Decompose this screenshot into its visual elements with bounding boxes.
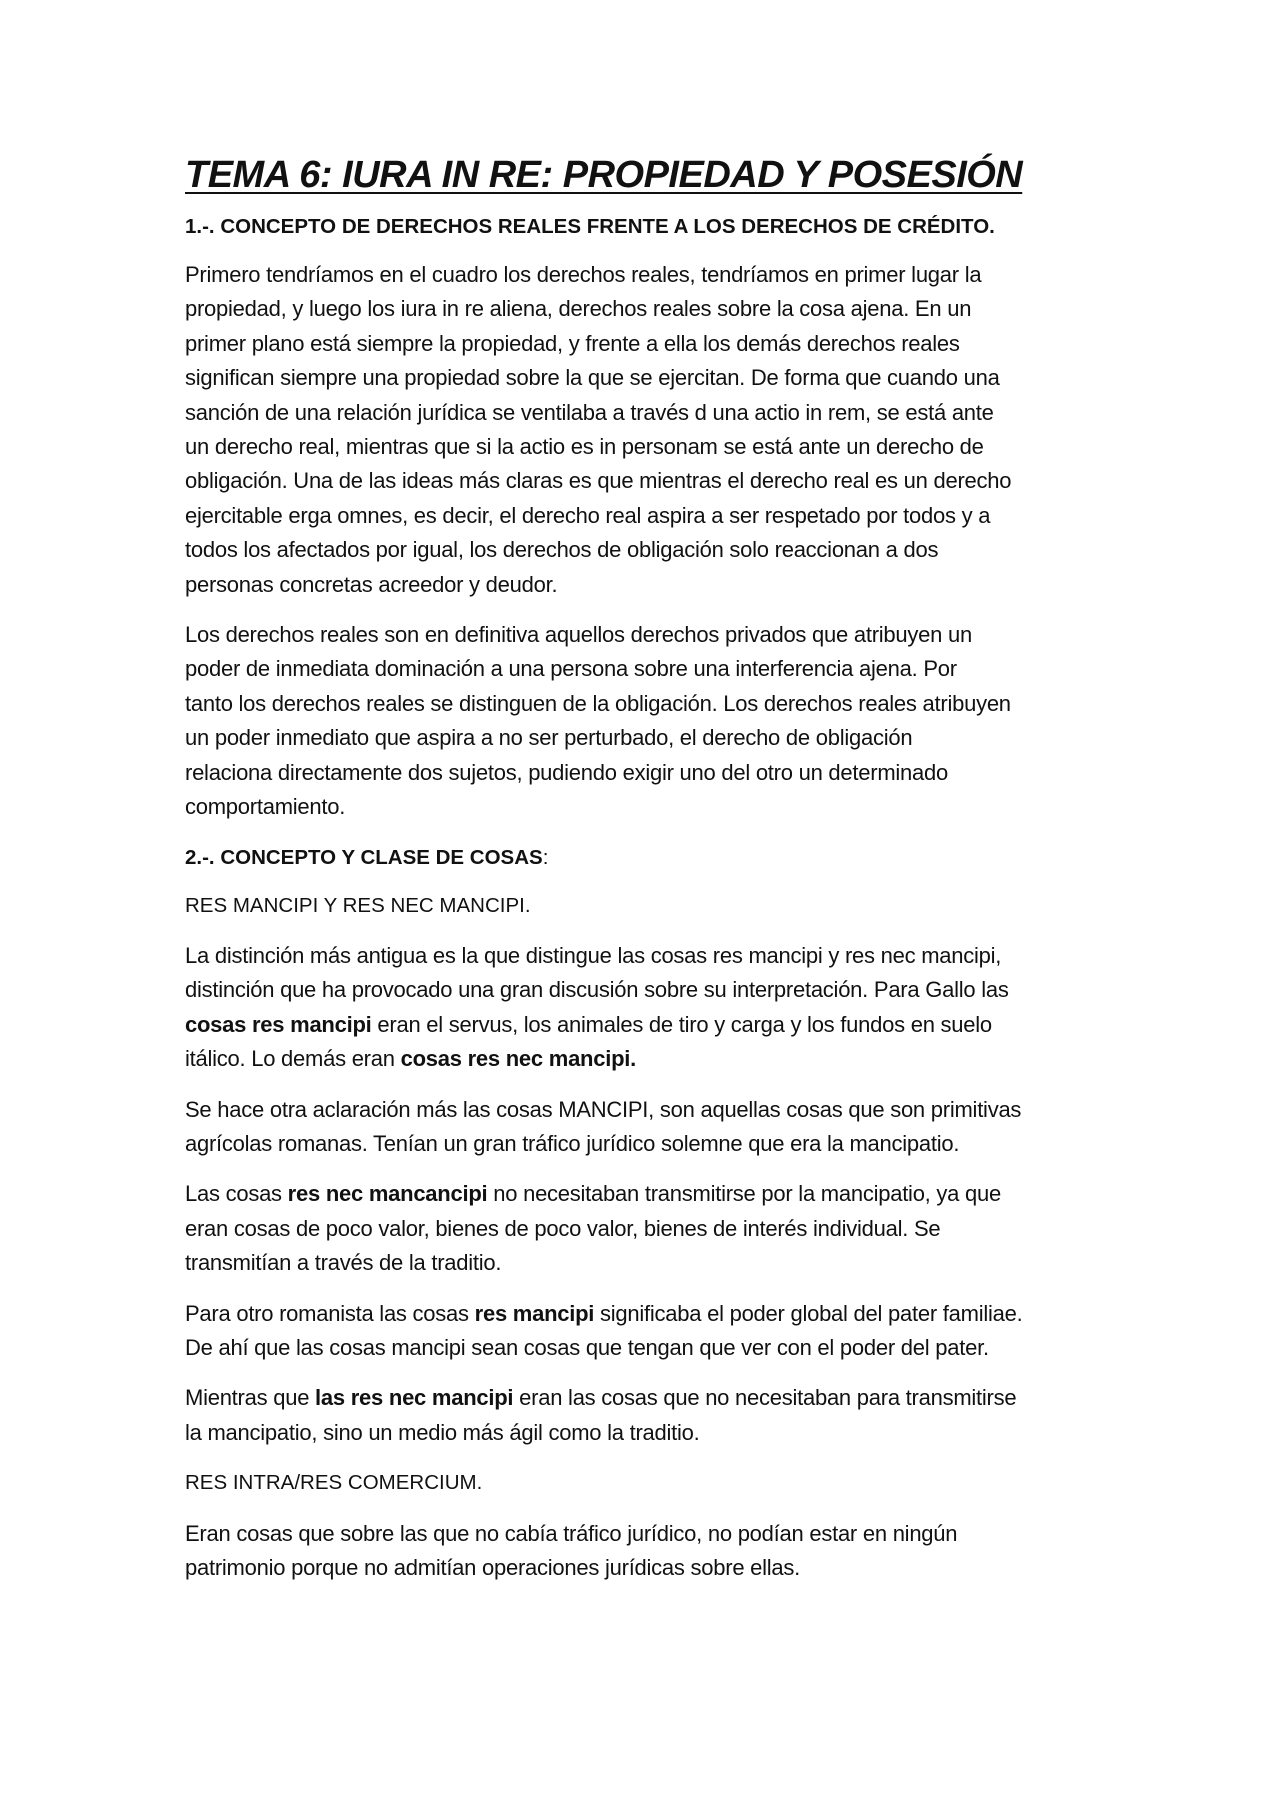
text-line: eran cosas de poco valor, bienes de poco valor, bienes de interés individual. Se	[185, 1215, 941, 1241]
text-run: itálico. Lo demás eran	[185, 1046, 401, 1072]
document-title: TEMA 6: IURA IN RE: PROPIEDAD Y POSESIÓN	[185, 154, 1023, 196]
bold-term: cosas res nec mancipi.	[400, 1046, 636, 1072]
text-line: significan siempre una propiedad sobre la que se ejercitan. De forma que cuando una	[185, 365, 1000, 391]
section-2-heading	[185, 841, 1120, 875]
bold-term: las res nec mancipi	[315, 1385, 514, 1411]
text-run: Mientras que	[185, 1385, 316, 1411]
text-line: tanto los derechos reales se distinguen de la obligación. Los derechos reales atribuyen	[185, 690, 1011, 716]
section-2-paragraph-1	[185, 939, 1120, 1077]
text-line: sanción de una relación jurídica se ventilaba a través d una actio in rem, se está ante	[185, 399, 994, 425]
text-line: un poder inmediato que aspira a no ser perturbado, el derecho de obligación	[185, 725, 913, 751]
text-line: primer plano está siempre la propiedad, y frente a ella los demás derechos reales	[185, 330, 960, 356]
text-line: De ahí que las cosas mancipi sean cosas que tengan que ver con el poder del pater.	[185, 1334, 989, 1360]
text-line	[185, 1008, 1120, 1042]
subheading-res-mancipi: RES MANCIPI Y RES NEC MANCIPI.	[185, 893, 531, 917]
section-2-paragraph-6	[185, 1517, 1120, 1586]
subheading-res-intra: RES INTRA/RES COMERCIUM.	[185, 1471, 483, 1495]
text-line: todos los afectados por igual, los derechos de obligación solo reaccionan a dos	[185, 537, 939, 563]
text-run: eran las cosas que no necesitaban para transmitirse	[513, 1385, 1017, 1411]
bold-term: res mancipi	[474, 1300, 595, 1326]
text-line: obligación. Una de las ideas más claras es que mientras el derecho real es un derecho	[185, 468, 1012, 494]
section-2-heading-colon: :	[542, 845, 549, 869]
section-2-heading-text: 2.-. CONCEPTO Y CLASE DE COSAS	[185, 845, 543, 869]
text-line: poder de inmediata dominación a una persona sobre una interferencia ajena. Por	[185, 656, 957, 682]
text-line: Los derechos reales son en definitiva aquellos derechos privados que atribuyen un	[185, 622, 972, 648]
text-line: Primero tendríamos en el cuadro los derechos reales, tendríamos en primer lugar la	[185, 262, 982, 287]
text-line: un derecho real, mientras que si la actio es in personam se está ante un derecho de	[185, 434, 984, 460]
text-run: Para otro romanista las cosas	[185, 1300, 475, 1326]
text-line: Se hace otra aclaración más las cosas MANCIPI, son aquellas cosas que son primitivas	[185, 1096, 1022, 1122]
text-line	[185, 1177, 1120, 1211]
text-line: patrimonio porque no admitían operaciones jurídicas sobre ellas.	[185, 1555, 801, 1580]
text-line: distinción que ha provocado una gran discusión sobre su interpretación. Para Gallo las	[185, 977, 1009, 1003]
bold-term: cosas res mancipi	[185, 1011, 372, 1037]
text-line: personas concretas acreedor y deudor.	[185, 571, 558, 597]
text-line: ejercitable erga omnes, es decir, el derecho real aspira a ser respetado por todos y a	[185, 502, 991, 528]
section-1-heading: 1.-. CONCEPTO DE DERECHOS REALES FRENTE A LOS DERECHOS DE CRÉDITO.	[185, 215, 995, 238]
section-2-paragraph-2	[185, 1093, 1120, 1162]
section-1-paragraph-2	[185, 618, 1120, 824]
text-line	[185, 1297, 1120, 1331]
text-line: La distinción más antigua es la que distingue las cosas res mancipi y res nec mancipi,	[185, 942, 1002, 968]
text-line: agrícolas romanas. Tenían un gran tráfico jurídico solemne que era la mancipatio.	[185, 1130, 960, 1156]
text-line: transmitían a través de la traditio.	[185, 1250, 502, 1276]
text-line: propiedad, y luego los iura in re aliena, derechos reales sobre la cosa ajena. En un	[185, 296, 972, 322]
section-1-paragraph-1	[185, 258, 1120, 602]
text-line: comportamiento.	[185, 794, 346, 820]
text-line: la mancipatio, sino un medio más ágil como la traditio.	[185, 1419, 700, 1445]
section-2-paragraph-4	[185, 1297, 1120, 1366]
document-page	[185, 150, 1120, 1601]
section-2-paragraph-5	[185, 1381, 1120, 1450]
section-2-paragraph-3	[185, 1177, 1120, 1280]
text-line	[185, 1381, 1120, 1415]
text-line	[185, 1042, 1120, 1076]
text-run: no necesitaban transmitirse por la mancipatio, ya que	[487, 1181, 1001, 1207]
text-run: significaba el poder global del pater familiae.	[594, 1300, 1023, 1326]
bold-term: res nec mancancipi	[287, 1181, 488, 1207]
text-line: Eran cosas que sobre las que no cabía tráfico jurídico, no podían estar en ningún	[185, 1520, 958, 1546]
text-line: relaciona directamente dos sujetos, pudiendo exigir uno del otro un determinado	[185, 759, 948, 785]
text-run: eran el servus, los animales de tiro y carga y los fundos en suelo	[371, 1011, 992, 1037]
text-run: Las cosas	[185, 1181, 288, 1207]
